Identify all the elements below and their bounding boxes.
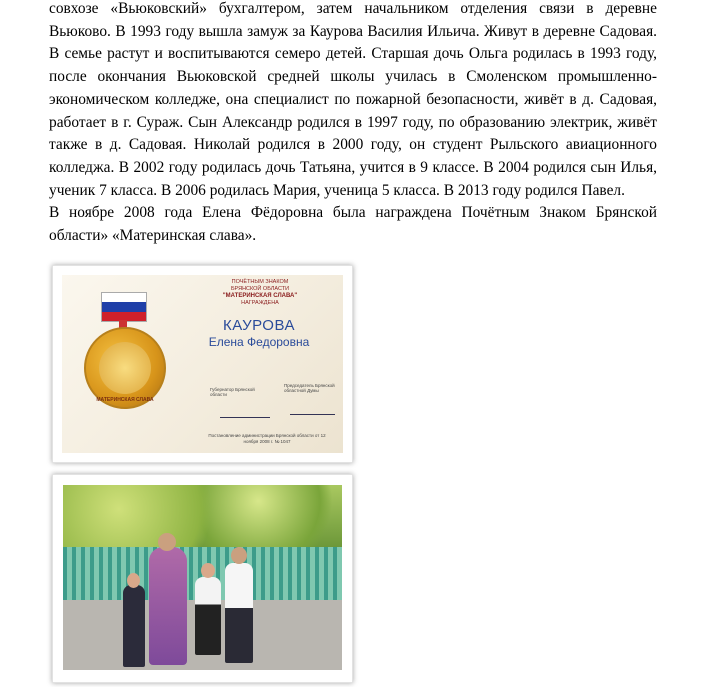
photo-person-head — [127, 573, 140, 588]
signer-duma-chair: Председатель Брянской областной Думы — [284, 383, 335, 393]
certificate-header-line: НАГРАЖДЕНА — [241, 300, 279, 306]
medal-icon — [84, 327, 166, 409]
photo-person-woman — [149, 547, 187, 665]
award-certificate-image — [62, 275, 343, 453]
photo-person-head — [201, 563, 215, 578]
family-photo-image — [63, 485, 342, 670]
russian-flag-icon — [101, 292, 147, 322]
photo-person-girl — [195, 577, 221, 655]
recipient-given-names: Елена Федоровна — [208, 335, 310, 349]
paragraph-award: В ноябре 2008 года Елена Фёдоровна была награждена Почётным Знаком Брянской области» «Материнская слава». — [49, 204, 657, 245]
certificate-header — [200, 279, 320, 307]
recipient-surname: КАУРОВА — [223, 317, 295, 334]
photo-person-boy-small — [123, 585, 145, 667]
photo-person-head — [231, 547, 247, 564]
certificate-header-line: "МАТЕРИНСКАЯ СЛАВА" — [222, 293, 298, 299]
medal-center — [99, 342, 151, 394]
signature-duma-chair — [290, 400, 335, 415]
certificate-header-line: ПОЧЁТНЫМ ЗНАКОМ — [231, 279, 289, 285]
article-text — [49, 0, 657, 248]
signature-governor — [220, 403, 270, 418]
signer-governor: Губернатор Брянской области — [210, 387, 255, 397]
certificate-photo-frame — [52, 265, 353, 463]
certificate-footer: Постановление администрации Брянской области от 12 ноября 2008 г. № 1047 — [208, 433, 326, 444]
family-photo-frame — [52, 474, 353, 683]
photo-person-head — [158, 533, 176, 551]
certificate-header-line: БРЯНСКОЙ ОБЛАСТИ — [230, 286, 290, 292]
photo-person-boy-tall — [225, 563, 253, 663]
medal-inscription: МАТЕРИНСКАЯ СЛАВА — [96, 397, 154, 403]
paragraph-family: совхозе «Вьюковский» бухгалтером, затем начальником отделения связи в деревне Вьюково. В 1993 году вышла замуж за Каурова Василия Ильича. Живут в деревне Садовая. В семье растут и воспитываются семеро детей. Старшая дочь Ольга родилась в 1993 году, после окончания Вьюковской средней школы училась в Смоленском промышленно-экономическом колледже, она специалист по пожарной безопасности, живёт в д. Садовая, работает в г. Сураж. Сын Александр родился в 1997 году, по образованию электрик, живёт также в д. Садовая. Николай родился в 2000 году, он студент Рыльского авиационного колледжа. В 2002 году родилась дочь Татьяна, учится в 9 классе. В 2004 родился сын Илья, ученик 7 класса. В 2006 родилась Мария, ученица 5 класса. В 2013 году родился Павел. — [49, 0, 657, 199]
